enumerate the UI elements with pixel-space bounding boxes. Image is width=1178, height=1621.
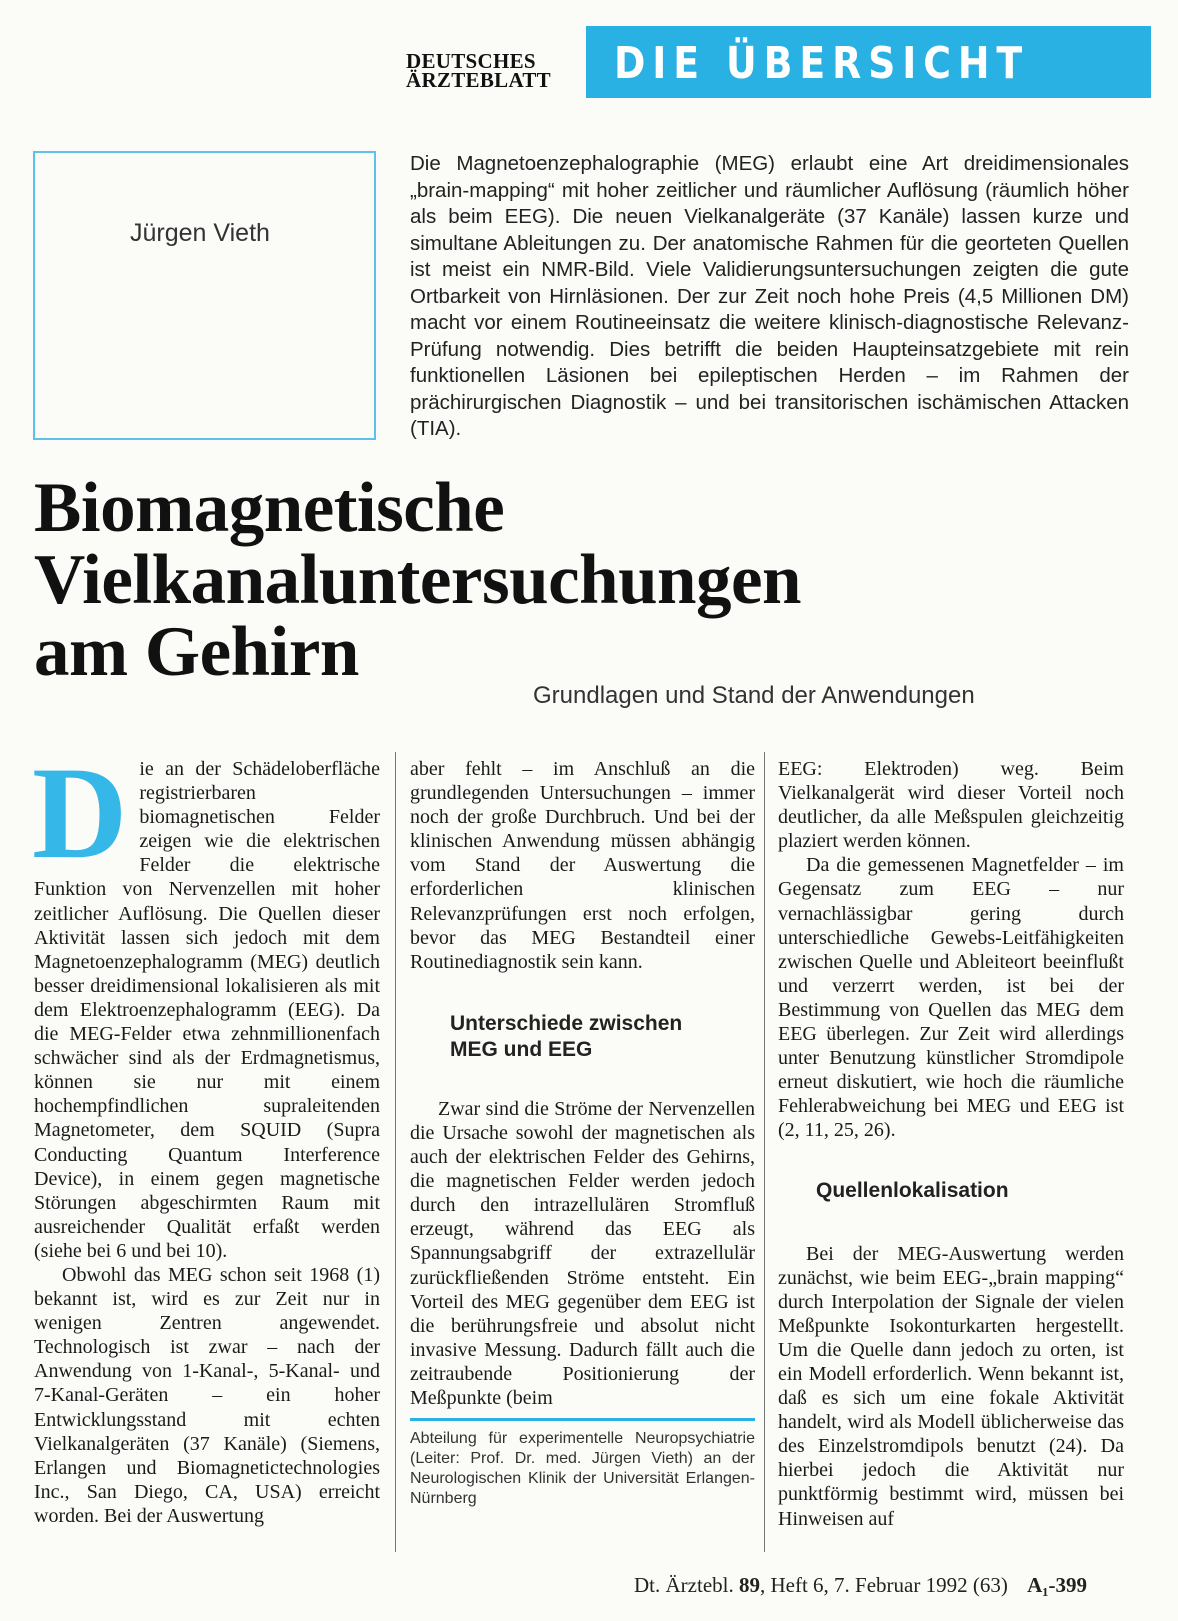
section-label: DIE ÜBERSICHT — [614, 38, 1030, 89]
body-column-3 — [778, 757, 1124, 1531]
publication-name-line2: ÄRZTEBLATT — [406, 68, 551, 92]
author-box — [33, 151, 376, 440]
paragraph: Obwohl das MEG schon seit 1968 (1) bekannt ist, wird es zur Zeit nur in wenigen Zentren angewendet. Technologisch ist zwar – nach der Anwendung von 1-Kanal-, 5-Kanal- und 7-Kanal-Geräten – ein hoher Entwicklungsstand mit echten Vielkanalgeräten (37 Kanäle) (Siemens, Erlangen und Biomagnetictechnologies Inc., San Diego, CA, USA) erreicht worden. Bei der Auswertung — [34, 1263, 380, 1527]
paragraph — [32, 739, 380, 1263]
title-line-1: Biomagnetische — [34, 469, 505, 547]
paragraph: Bei der MEG-Auswertung werden zunächst, wie beim EEG-„brain mapping“ durch Interpolation der Signale der vielen Meßpunkte Isokonturkarten hergestellt. Um die Quelle dann jedoch zu orten, ist ein Modell erforderlich. Wenn bekannt ist, daß es sich um eine fokale Aktivität handelt, wird als Modell üblicherweise das des Einzelstromdipols benutzt (24). Da hierbei jedoch die Aktivität nur punktförmig bestimmt wird, müssen bei Hinweisen auf — [778, 1242, 1124, 1530]
section-heading-line2: MEG und EEG — [450, 1037, 593, 1061]
publication-name — [406, 49, 576, 92]
abstract: Die Magnetoenzephalographie (MEG) erlaubt eine Art dreidimensionales „brain-mapping“ mit hoher zeitlicher und räumlicher Auflösung (räumlich höher als beim EEG). Die neuen Vielkanalgeräte (37 Kanäle) lassen kurze und simultane Ableitungen zu. Der anatomische Rahmen für die georteten Quellen ist meist ein NMR-Bild. Viele Validierungsuntersuchungen zeigten die gute Ortbarkeit von Hirnläsionen. Der zur Zeit noch hohe Preis (4,5 Millionen DM) macht vor einem Routineeinsatz die weitere klinisch-diagnostische Relevanz-Prüfung notwendig. Dies betrifft die beiden Haupteinsatzgebiete mit rein funktionellen Läsionen bei epileptischen Herden – im Rahmen der prächirurgischen Diagnostik – und bei transitorischen ischämischen Attacken (TIA). — [410, 152, 1129, 440]
publication-name-line1: DEUTSCHES — [406, 49, 536, 73]
volume-number: 89 — [738, 1573, 760, 1597]
section-heading-line1: Unterschiede zwischen — [450, 1011, 683, 1035]
column-divider — [764, 752, 765, 1552]
paragraph-text: ie an der Schädeloberfläche registrierbaren biomagnetischen Felder zeigen wie die elektrischen Felder die elektrische Funktion von Nervenzellen mit hoher zeitlicher Auflösung. Die Quellen dieser Aktivität lassen sich jedoch mit dem Magnetoenzephalogramm (MEG) deutlich besser dreidimensional lokalisieren als mit dem Elektroenzephalogramm (EEG). Da die MEG-Felder etwa zehnmillionenfach schwächer sind als der Erdmagnetismus, können sie nur mit einem hochempfindlichen supraleitenden Magnetometer, dem SQUID (Supra Conducting Quantum Interference Device), in einem gegen magnetische Störungen abgeschirmten Raum mit ausreichender Qualität erfaßt werden (siehe bei 6 und bei 10). — [34, 758, 380, 1262]
section-banner — [586, 26, 1151, 98]
paragraph: Da die gemessenen Magnetfelder – im Gegensatz zum EEG – nur vernachlässigbar gering durch unterschiedliche Gewebs-Leitfähigkeiten zwischen Quelle und Ableiteort beeinflußt und verzerrt werden, ist bei der Bestimmung von Quellen das MEG dem EEG überlegen. Zur Zeit wird allerdings unter Benutzung künstlicher Stromdipole erneut diskutiert, wie hoch die räumliche Fehlerabweichung bei MEG und EEG ist (2, 11, 25, 26). — [778, 854, 1124, 1142]
title-line-2: Vielkanaluntersuchungen — [34, 541, 802, 619]
footnote-rule — [410, 1418, 755, 1421]
paragraph: EEG: Elektroden) weg. Beim Vielkanalgerät wird dieser Vorteil noch deutlicher, da alle Meßspulen gleichzeitig plaziert werden können. — [778, 758, 1124, 853]
issue-date: , Heft 6, 7. Februar 1992 (63) — [759, 1573, 1008, 1597]
body-column-2 — [410, 757, 755, 1410]
section-heading: Quellenlokalisation — [816, 1178, 1009, 1202]
author-name: Jürgen Vieth — [130, 219, 270, 247]
article-subtitle: Grundlagen und Stand der Anwendungen — [533, 682, 975, 709]
body-column-1 — [32, 739, 380, 1528]
column-divider — [395, 752, 396, 1552]
title-line-3: am Gehirn — [34, 613, 359, 691]
page-number: A₁-399 — [1027, 1573, 1088, 1597]
section-heading — [410, 1011, 755, 1063]
paragraph: Zwar sind die Ströme der Nervenzellen die Ursache sowohl der magnetischen als auch der elektrischen Felder des Gehirns, die magnetischen Felder werden jedoch durch den intrazellulären Stromfluß erzeugt, während das EEG als Spannungsabgriff der extrazellulär zurückfließenden Ströme entsteht. Ein Vorteil des MEG gegenüber dem EEG ist die berührungsfreie und absolut nicht invasive Messung. Dadurch fällt auch die zeitraubende Positionierung der Meßpunkte (beim — [410, 1097, 755, 1409]
article-title — [34, 469, 1134, 691]
drop-cap: D — [32, 739, 128, 886]
journal-abbrev: Dt. Ärztebl. — [634, 1573, 734, 1597]
paragraph: aber fehlt – im Anschluß an die grundlegenden Untersuchungen – immer noch der große Durchbruch. Und bei der klinischen Anwendung müssen abhängig vom Stand der Auswertung die erforderlichen klinischen Relevanzprüfungen erst noch erfolgen, bevor das MEG Bestandteil einer Routinediagnostik sein kann. — [410, 758, 755, 973]
page-footer — [634, 1573, 1087, 1598]
affiliation-footnote: Abteilung für experimentelle Neuropsychiatrie (Leiter: Prof. Dr. med. Jürgen Vieth) an der Neurologischen Klinik der Universität Erlangen-Nürnberg — [410, 1430, 755, 1507]
